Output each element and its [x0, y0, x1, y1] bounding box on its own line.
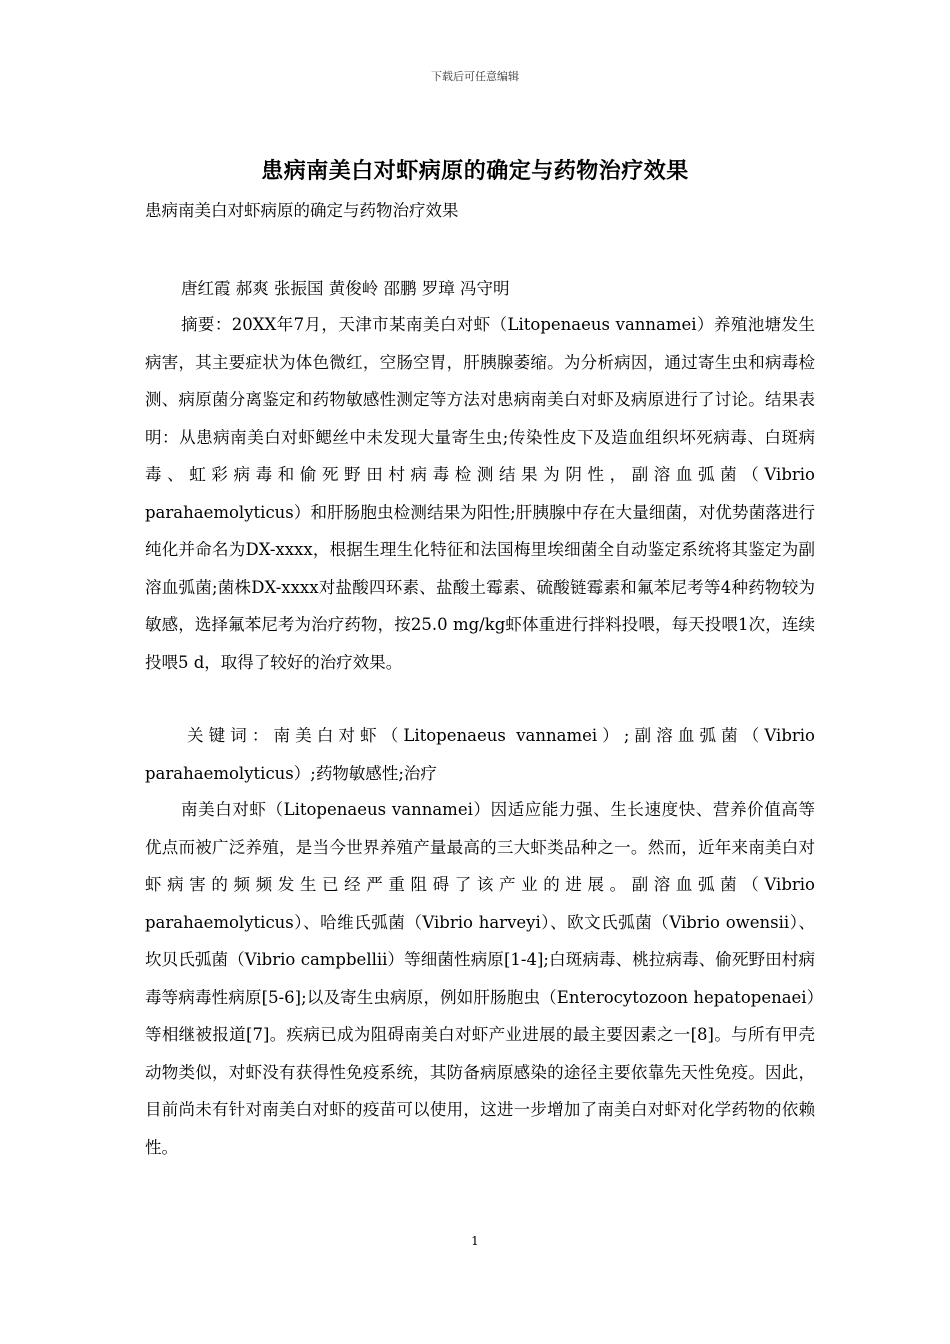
keywords-paragraph: 关键词：南美白对虾（Litopenaeus vannamei）;副溶血弧菌（Vibrio parahaemolyticus）;药物敏感性;治疗 [145, 726, 815, 783]
page-number: 1 [471, 1234, 479, 1248]
introduction-paragraph: 南美白对虾（Litopenaeus vannamei）因适应能力强、生长速度快、营养价值高等优点而被广泛养殖，是当今世界养殖产量最高的三大虾类品种之一。然而，近年来南美白对虾病害的频频发生已经严重阻碍了该产业的进展。副溶血弧菌（Vibrio parahaemolyticus）、哈维氏弧菌（Vibrio harveyi）、欧文氏弧菌（Vibrio owensii）、坎贝氏弧菌（Vibrio campbellii）等细菌性病原[1-4];白斑病毒、桃拉病毒、偷死野田村病毒等病毒性病原[5-6];以及寄生虫病原，例如肝肠胞虫（Enterocytozoon hepatopenaei）等相继被报道[7]。疾病已成为阻碍南美白对虾产业进展的最主要因素之一[8]。与所有甲壳动物类似，对虾没有获得性免疫系统，其防备病原感染的途径主要依靠先天性免疫。因此，目前尚未有针对南美白对虾的疫苗可以使用，这进一步增加了南美白对虾对化学药物的依赖性。 [145, 800, 815, 1157]
document-title: 患病南美白对虾病原的确定与药物治疗效果 [261, 159, 689, 184]
document-subtitle: 患病南美白对虾病原的确定与药物治疗效果 [145, 201, 459, 220]
author-list: 唐红霞 郝爽 张振国 黄俊岭 邵鹏 罗璋 冯守明 [181, 279, 510, 298]
abstract-paragraph: 摘要：20XX年7月，天津市某南美白对虾（Litopenaeus vannamei）养殖池塘发生病害，其主要症状为体色微红，空肠空胃，肝胰腺萎缩。为分析病因，通过寄生虫和病毒检测、病原菌分离鉴定和药物敏感性测定等方法对患病南美白对虾及病原进行了讨论。结果表明：从患病南美白对虾鳃丝中未发现大量寄生虫;传染性皮下及造血组织坏死病毒、白斑病毒、虹彩病毒和偷死野田村病毒检测结果为阴性，副溶血弧菌（Vibrio parahaemolyticus）和肝肠胞虫检测结果为阳性;肝胰腺中存在大量细菌，对优势菌落进行纯化并命名为DX-xxxx，根据生理生化特征和法国梅里埃细菌全自动鉴定系统将其鉴定为副溶血弧菌;菌株DX-xxxx对盐酸四环素、盐酸土霉素、硫酸链霉素和氟苯尼考等4种药物较为敏感，选择氟苯尼考为治疗药物，按25.0 mg/kg虾体重进行拌料投喂，每天投喂1次，连续投喂5 d，取得了较好的治疗效果。 [145, 315, 815, 672]
header-note: 下载后可任意编辑 [431, 70, 519, 83]
